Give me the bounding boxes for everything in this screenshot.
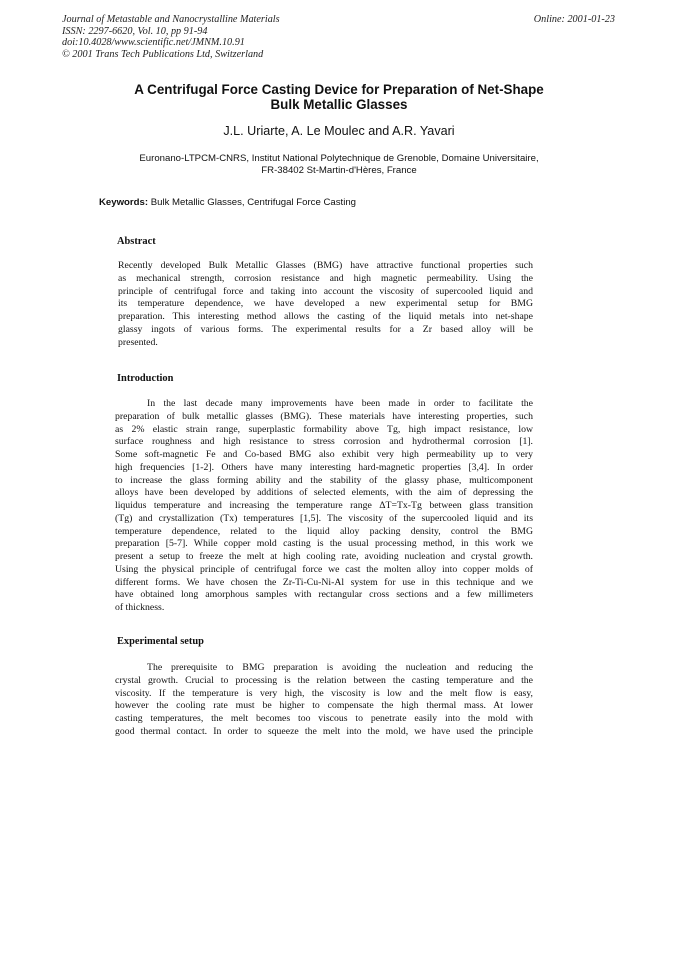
- text-line: viscosity. If the temperature is very high, the viscosity is low and the melt flow is easy,: [115, 687, 533, 699]
- journal-copyright: © 2001 Trans Tech Publications Ltd, Switzerland: [62, 48, 264, 60]
- text-line: preparation of bulk metallic glasses (BMG). These materials have interesting properties, such: [115, 410, 533, 422]
- paper-affiliation: [60, 153, 618, 177]
- keywords-label: Keywords:: [99, 197, 149, 208]
- text-line: In the last decade many improvements have been made in order to facilitate the: [147, 398, 533, 409]
- text-line: preparation [5-7]. While copper mold casting is the usual processing method, in this work we: [115, 538, 533, 550]
- affiliation-line: Euronano-LTPCM-CNRS, Institut National Polytechnique de Grenoble, Domaine Universitaire,: [139, 153, 539, 164]
- text-line: good thermal contact. In order to squeeze the melt into the mold, we have used the principle: [115, 725, 533, 737]
- abstract-body: [118, 260, 533, 349]
- paper-title-line: Bulk Metallic Glasses: [270, 97, 408, 112]
- text-line: Recently developed Bulk Metallic Glasses (BMG) have attractive functional properties such: [118, 260, 533, 271]
- text-line: temperature dependence, related to the liquid alloy packing density, control the BMG: [115, 525, 533, 537]
- keywords: [99, 197, 356, 209]
- text-line: alloys have been developed by additions of selected elements, with the aim of depressing the: [115, 487, 533, 499]
- affiliation-line: FR-38402 St-Martin-d'Hères, France: [261, 164, 417, 176]
- journal-header: [62, 14, 280, 60]
- text-line: presented.: [118, 336, 158, 348]
- paper-title: [90, 82, 588, 112]
- text-line: liquidus temperature and increasing the temperature range ΔT=Tx-Tg between glass transition: [115, 500, 533, 511]
- text-line: glassy ingots of various forms. The experimental results for a Zr based alloy will be: [118, 323, 533, 335]
- text-line: however the cooling rate must be higher to compensate the high thermal mass. At lower: [115, 700, 533, 712]
- paper-authors: J.L. Uriarte, A. Le Moulec and A.R. Yavari: [223, 124, 455, 138]
- paper-title-line: A Centrifugal Force Casting Device for Preparation of Net-Shape: [134, 82, 544, 97]
- journal-issn: ISSN: 2297-6620, Vol. 10, pp 91-94: [62, 25, 208, 37]
- introduction-body: [115, 398, 533, 615]
- text-line: The prerequisite to BMG preparation is avoiding the nucleation and reducing the: [147, 662, 533, 673]
- text-line: have obtained long amorphous samples with rectangular cross sections and a few millimeters: [115, 589, 533, 601]
- experimental-body: [115, 662, 533, 739]
- text-line: to increase the glass forming ability and the stability of the glassy phase, multicomponent: [115, 474, 533, 486]
- text-line: principle of centrifugal force and taking into account the viscosity of supercooled liquid and: [118, 285, 533, 297]
- text-line: of thickness.: [115, 602, 165, 613]
- text-line: different forms. We have chosen the Zr-Ti-Cu-Ni-Al system for use in this technique and we: [115, 576, 533, 588]
- text-line: crystal growth. Crucial to processing is the relation between the casting temperature and the: [115, 674, 533, 686]
- text-line: preparation. This interesting method allows the casting of the liquid metals into net-shape: [118, 311, 533, 322]
- text-line: casting temperatures, the melt becomes too viscous to penetrate easily into the mold with: [115, 713, 533, 724]
- text-line: Using the physical principle of centrifugal force we cast the molten alloy into copper molds of: [115, 563, 533, 575]
- experimental-heading: Experimental setup: [117, 636, 204, 647]
- text-line: its temperature dependence, we have developed a new experimental setup for BMG: [118, 298, 533, 310]
- text-line: Some soft-magnetic Fe and Co-based BMG also exhibit very high permeability up to very: [115, 449, 533, 460]
- text-line: (Tg) and crystallization (Tx) temperatures [1,5]. The viscosity of the supercooled liquid and its: [115, 512, 533, 524]
- journal-doi: doi:10.4028/www.scientific.net/JMNM.10.91: [62, 37, 245, 49]
- online-date: Online: 2001-01-23: [533, 14, 615, 25]
- introduction-heading: Introduction: [117, 373, 174, 384]
- text-line: surface roughness and high resistance to stress corrosion and hydrothermal corrosion [1].: [115, 436, 533, 448]
- text-line: as 2% elastic strain range, superplastic formability above Tg, high impact resistance, low: [115, 423, 533, 435]
- abstract-heading: Abstract: [117, 236, 156, 247]
- journal-name: Journal of Metastable and Nanocrystalline Materials: [62, 14, 280, 25]
- text-line: as mechanical strength, corrosion resistance and high magnetic permeability. Using the: [118, 272, 533, 284]
- text-line: high frequencies [1-2]. Others have many interesting hard-magnetic properties [3,4]. In order: [115, 461, 533, 473]
- keywords-value: Bulk Metallic Glasses, Centrifugal Force Casting: [150, 197, 356, 208]
- text-line: present a setup to freeze the melt at high cooling rate, avoiding nucleation and crystal growth.: [115, 551, 533, 562]
